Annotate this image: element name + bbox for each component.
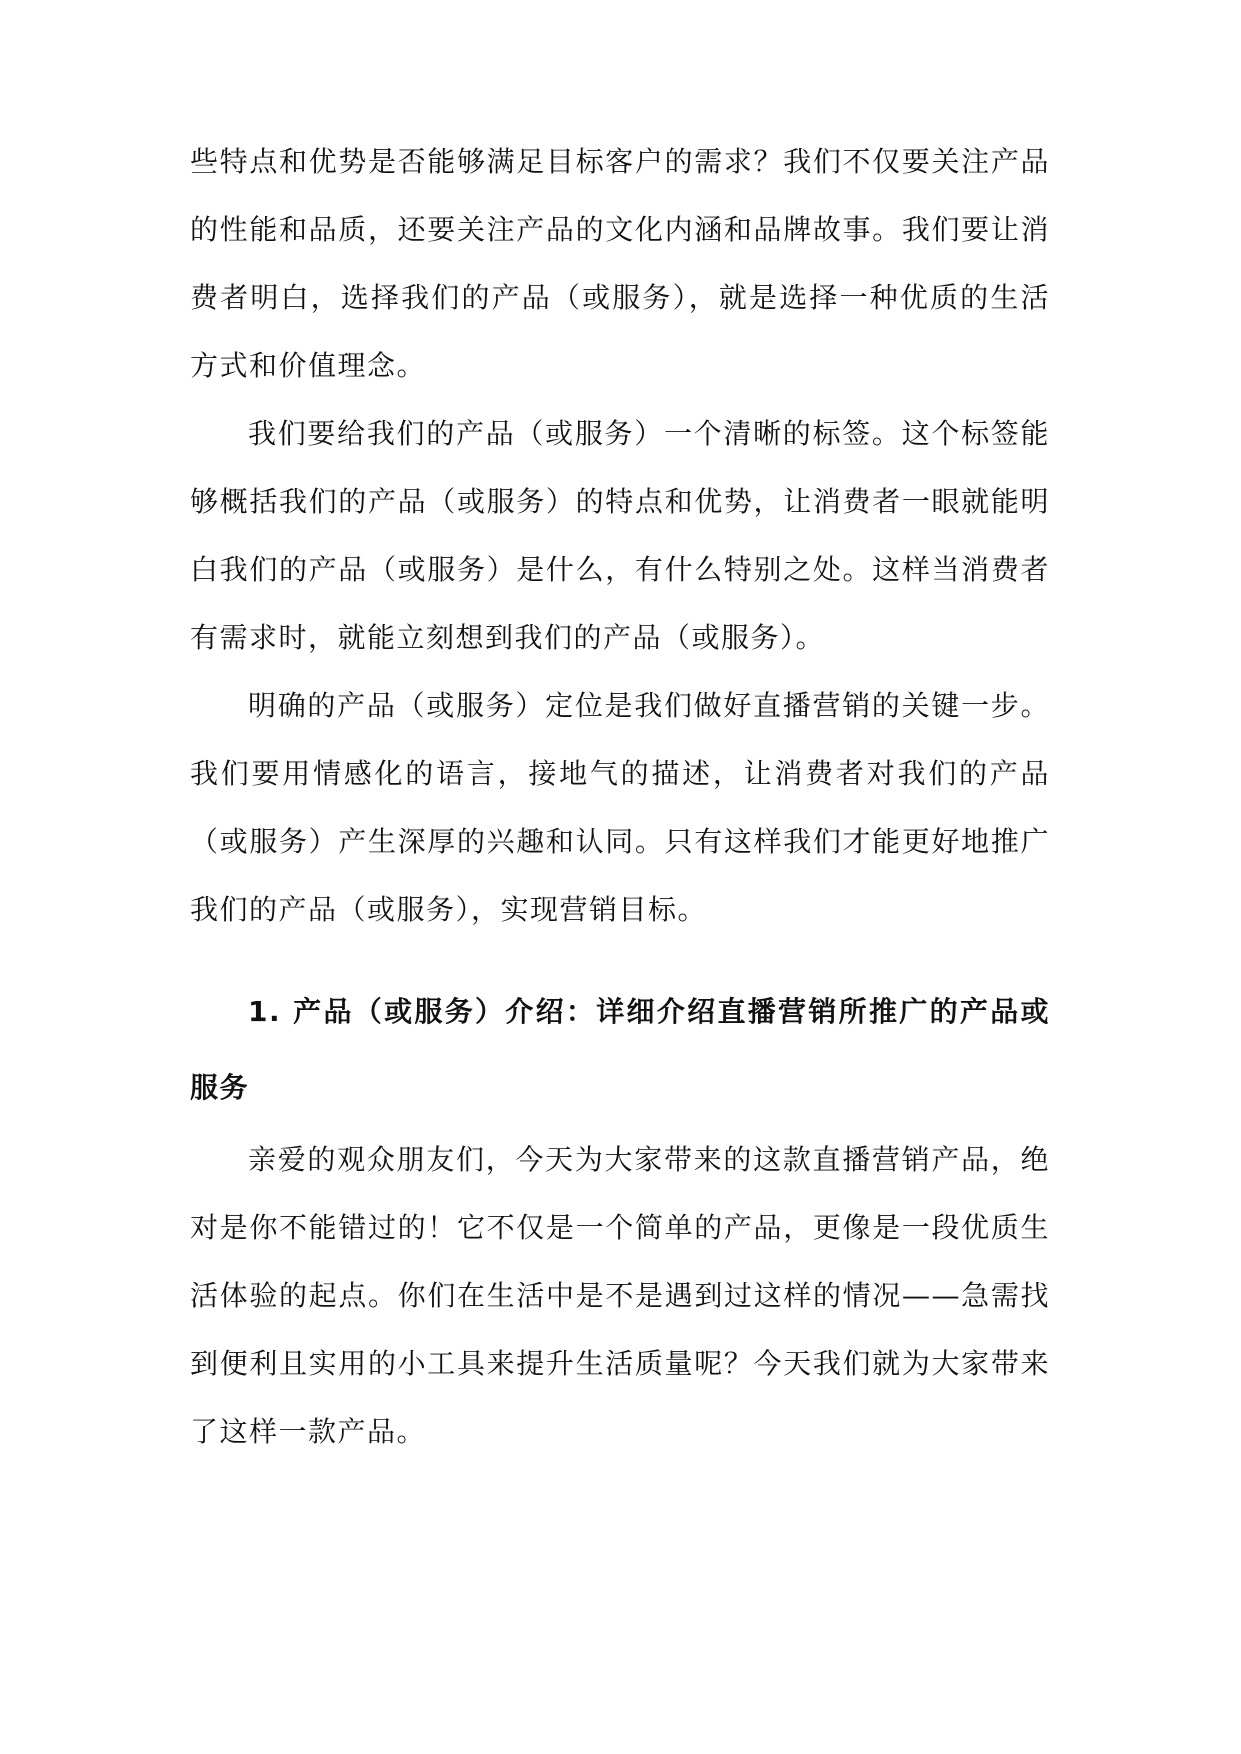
document-body [190, 128, 1050, 1466]
paragraph-continued: 些特点和优势是否能够满足目标客户的需求？我们不仅要关注产品的性能和品质，还要关注产品的文化内涵和品牌故事。我们要让消费者明白，选择我们的产品（或服务），就是选择一种优质的生活方式和价值理念。 [190, 145, 1050, 382]
paragraph-positioning: 明确的产品（或服务）定位是我们做好直播营销的关键一步。我们要用情感化的语言，接地气的描述，让消费者对我们的产品（或服务）产生深厚的兴趣和认同。只有这样我们才能更好地推广我们的产品（或服务），实现营销目标。 [190, 689, 1050, 926]
section-heading: 1. 产品（或服务）介绍：详细介绍直播营销所推广的产品或服务 [190, 995, 1050, 1104]
paragraph-product-intro: 亲爱的观众朋友们，今天为大家带来的这款直播营销产品，绝对是你不能错过的！它不仅是一个简单的产品，更像是一段优质生活体验的起点。你们在生活中是不是遇到过这样的情况——急需找到便利且实用的小工具来提升生活质量呢？今天我们就为大家带来了这样一款产品。 [190, 1143, 1050, 1448]
paragraph-product-label: 我们要给我们的产品（或服务）一个清晰的标签。这个标签能够概括我们的产品（或服务）的特点和优势，让消费者一眼就能明白我们的产品（或服务）是什么，有什么特别之处。这样当消费者有需求时，就能立刻想到我们的产品（或服务）。 [190, 417, 1050, 654]
